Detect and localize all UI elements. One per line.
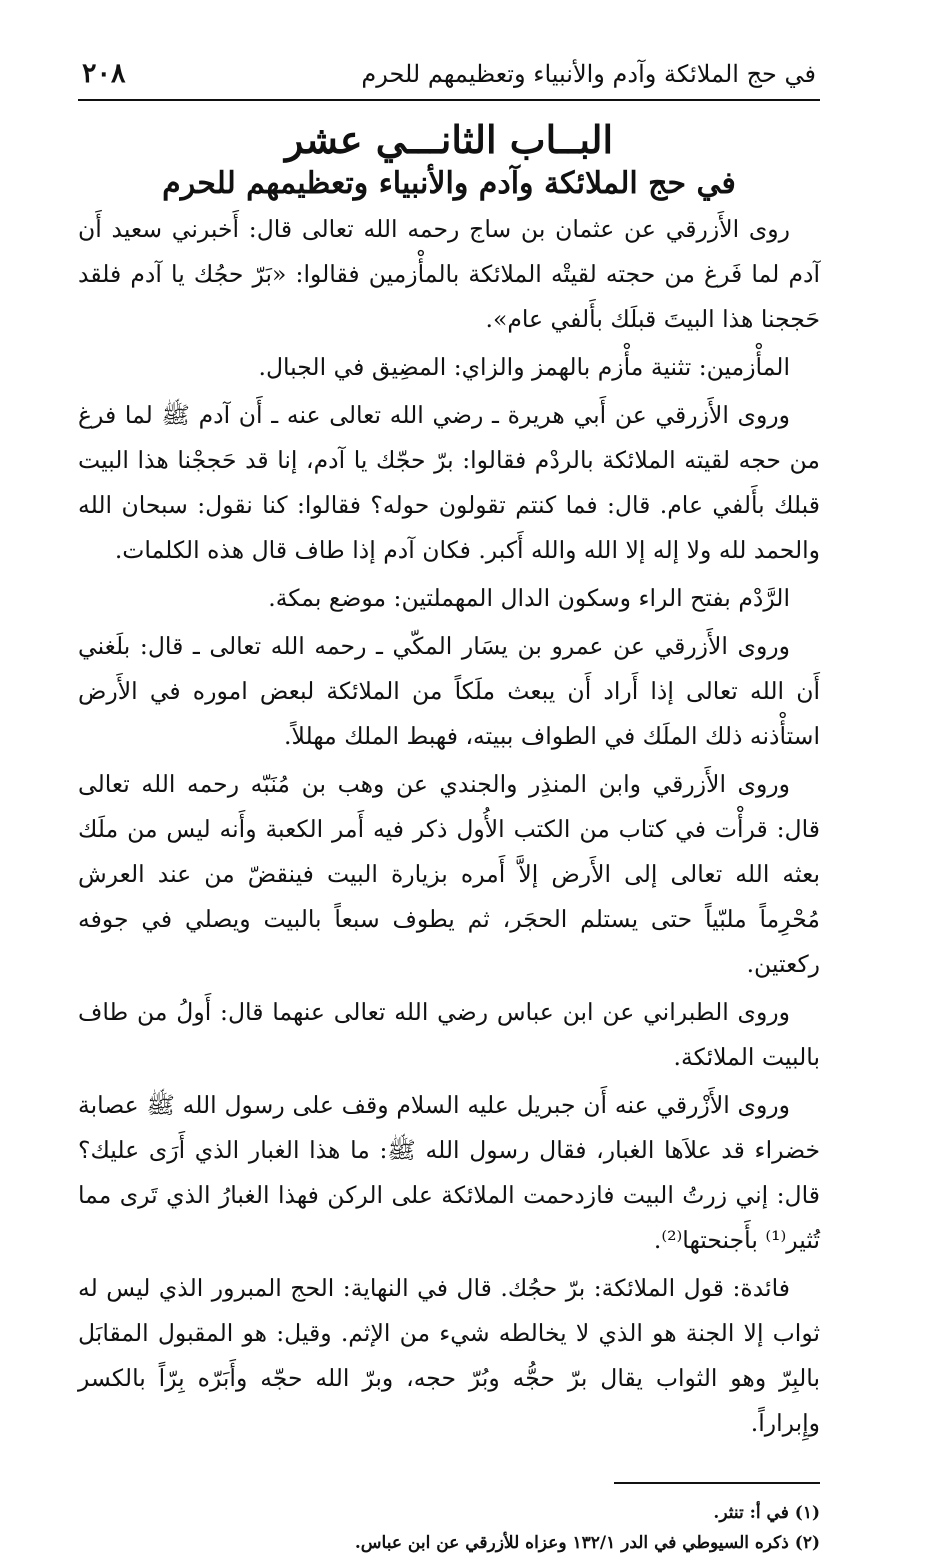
paragraph: روى الأَزرقي عن عثمان بن ساج رحمه الله تعالى قال: أَخبرني سعيد أَن آدم لما فَرغ من حجته لقيتْه الملائكة بالمأْزمين فقالوا: «بَرّ حجُك يا آدم فلقد حَججنا هذا البيتَ قبلَك بأَلفي عام».: [78, 215, 820, 333]
footnote: (١) في أ: تنثر.: [713, 1503, 820, 1523]
footnote: (٢) ذكره السيوطي في الدر ١٣٢/١ وعزاه للأزرقي عن ابن عباس.: [354, 1533, 820, 1553]
running-title: في حج الملائكة وآدم والأنبياء وتعظيمهم للحرم: [361, 60, 816, 88]
paragraph: الرَّدْم بفتح الراء وسكون الدال المهملتين: موضع بمكة.: [268, 584, 790, 612]
body-text: [78, 207, 820, 1446]
paragraph: المأْزمين: تثنية مأْزم بالهمز والزاي: المضِيق في الجبال.: [258, 353, 790, 381]
footnote-divider: [614, 1482, 820, 1484]
chapter-title: البــاب الثانـــي عشر: [284, 117, 614, 162]
paragraph: وروى الطبراني عن ابن عباس رضي الله تعالى عنهما قال: أَولُ من طاف بالبيت الملائكة.: [78, 998, 820, 1071]
paragraph: وروى الأَزرقي وابن المنذِر والجندي عن وهب بن مُنَبّه رحمه الله تعالى قال: قرأْت في كتاب من الكتب الأُول ذكر فيه أَمر الكعبة وأَنه ليس من ملَك بعثه الله تعالى إلى الأَرض إلاَّ أَمره بزيارة البيت فينقضّ من عند العرش مُحْرِماً ملبّياً حتى يستلم الحجَر، ثم يطوف سبعاً بالبيت ويصلي في جوفه ركعتين.: [78, 770, 820, 978]
paragraph: وروى الأَزرقي عن عمرو بن يسَار المكّي ـ رحمه الله تعالى ـ قال: بلَغني أَن الله تعالى إذا أَراد أَن يبعث ملَكاً من الملائكة لبعض اموره في الأَرض استأْذنه ذلك الملَك في الطواف ببيته، فهبط الملك مهللاً.: [78, 632, 820, 750]
page-number: ٢٠٨: [82, 58, 126, 89]
footnotes: [78, 1498, 820, 1558]
paragraph: فائدة: قول الملائكة: برّ حجُك. قال في النهاية: الحج المبرور الذي ليس له ثواب إلا الجنة هو الذي لا يخالطه شيء من الإثم. وقيل: هو المقبول المقابَل بالبِرّ وهو الثواب يقال برّ حجُّه وبُرّ حجه، وبرّ الله حجّه وأَبَرّه بِرّاً بالكسر وإِبراراً.: [78, 1274, 820, 1437]
running-header: [78, 58, 820, 101]
paragraph: وروى الأَزْرقي عنه أَن جبريل عليه السلام وقف على رسول الله ﷺ عصابة خضراء قد علاَها الغبار، فقال رسول الله ﷺ: ما هذا الغبار الذي أَرَى عليك؟ قال: إني زرتُ البيت فازدحمت الملائكة على الركن فهذا الغبارُ الذي تَرى مما تُثير⁽¹⁾ بأَجنحتها⁽²⁾.: [78, 1091, 820, 1254]
chapter-subtitle: في حج الملائكة وآدم والأنبياء وتعظيمهم للحرم: [162, 166, 736, 201]
paragraph: وروى الأَزرقي عن أَبي هريرة ـ رضي الله تعالى عنه ـ أَن آدم ﷺ لما فرغ من حجه لقيته الملائكة بالردْم فقالوا: برّ حجّك يا آدم، إنا قد حَججْنا هذا البيت قبلك بأَلفي عام. قال: فما كنتم تقولون حوله؟ فقالوا: كنا نقول: سبحان الله والحمد لله ولا إله إلا الله والله أَكبر. فكان آدم إذا طاف قال هذه الكلمات.: [78, 401, 820, 564]
